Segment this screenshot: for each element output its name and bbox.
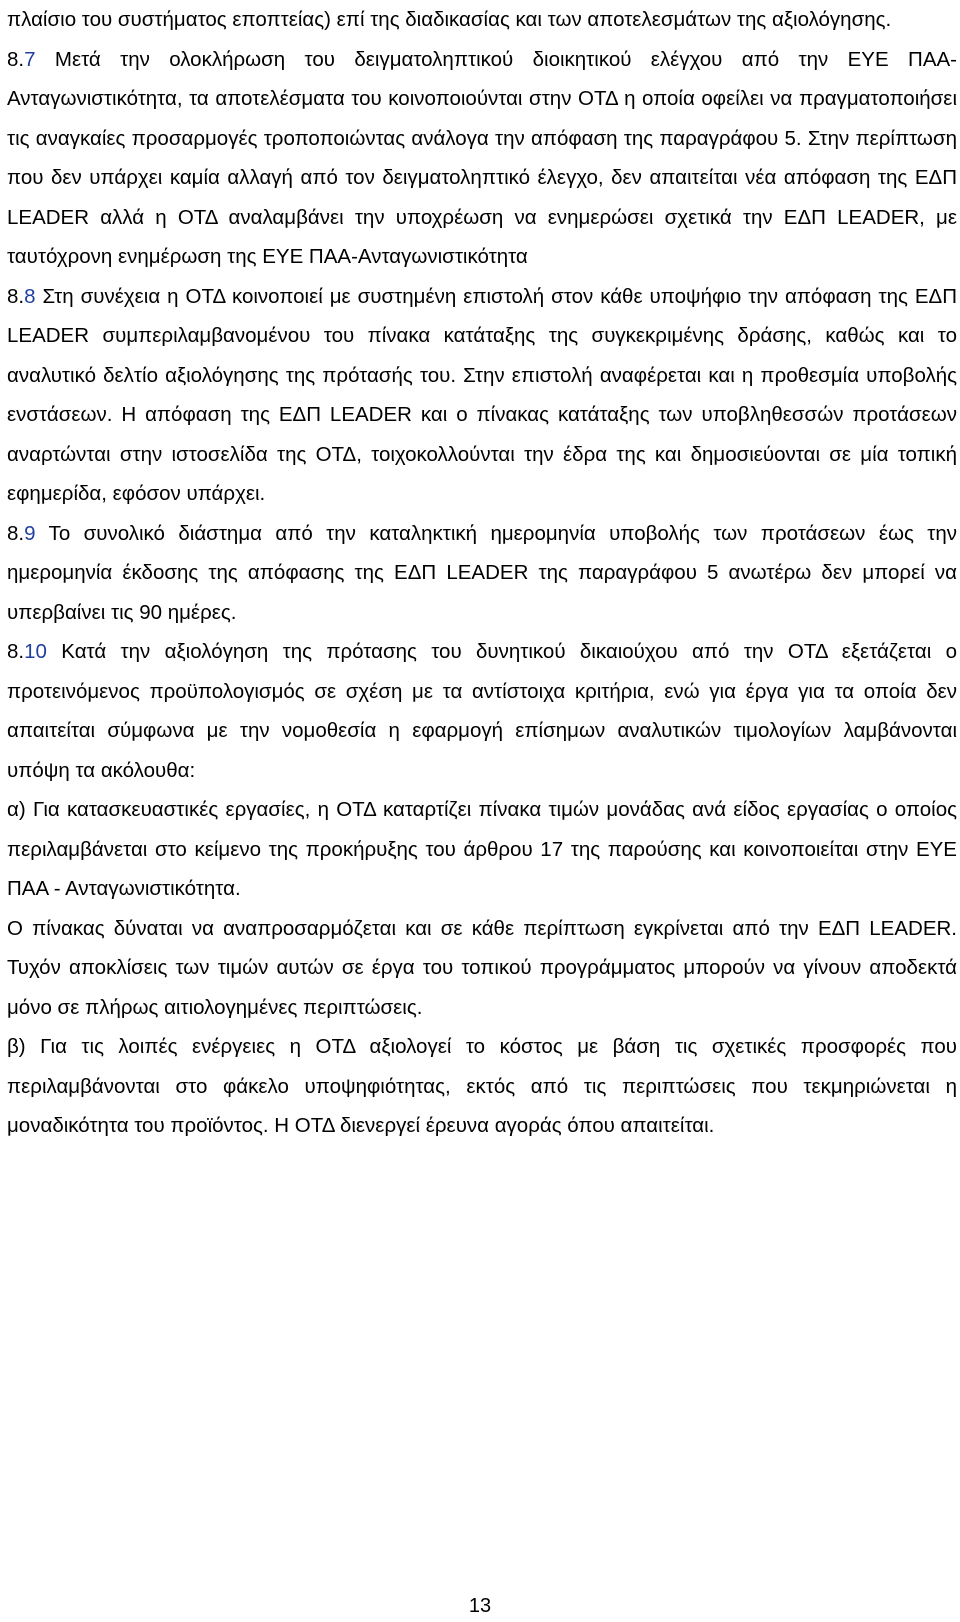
paragraph-table-approval: Ο πίνακας δύναται να αναπροσαρμόζεται και σε κάθε περίπτωση εγκρίνεται από την ΕΔΠ LEADER. Τυχόν αποκλίσεις των τιμών αυτών σε έργα του τοπικού προγράμματος μπορούν να γίνουν αποδεκτά μόνο σε πλήρως αιτιολογημένες περιπτώσεις.: [7, 916, 957, 1019]
section-number-prefix: 8.: [7, 47, 25, 71]
section-number-prefix: 8.: [7, 521, 25, 545]
section-number-suffix: 8: [24, 284, 36, 308]
page-number: 13: [468, 1595, 492, 1617]
section-number-prefix: 8.: [7, 640, 25, 663]
paragraph-item-b: β) Για τις λοιπές ενέργειες η ΟΤΔ αξιολογεί το κόστος με βάση τις σχετικές προσφορές που περιλαμβάνονται στο φάκελο υποψηφιότητας, εκτός από τις περιπτώσεις που τεκμηριώνεται η μοναδικότητα του προϊόντος. Η ΟΤΔ διενεργεί έρευνα αγοράς όπου απαιτείται.: [7, 1035, 957, 1137]
paragraph-text: Το συνολικό διάστημα από την καταληκτική ημερομηνία υποβολής των προτάσεων έως την ημερομηνία έκδοσης της απόφασης της ΕΔΠ LEADER της παραγράφου 5 ανωτέρω δεν μπορεί να υπερβαίνει τις 90 ημέρες.: [7, 521, 957, 624]
paragraph-item-a: α) Για κατασκευαστικές εργασίες, η ΟΤΔ καταρτίζει πίνακα τιμών μονάδας ανά είδος εργασίας ο οποίος περιλαμβάνεται στο κείμενο της προκήρυξης του άρθρου 17 της παρούσης και κοινοποιείται στην ΕΥΕ ΠΑΑ - Ανταγωνιστικότητα.: [7, 798, 957, 900]
paragraph-8-10: [7, 632, 957, 790]
paragraph-text: Κατά την αξιολόγηση της πρότασης του δυνητικού δικαιούχου από την ΟΤΔ εξετάζεται ο προτεινόμενος προϋπολογισμός σε σχέση με τα αντίστοιχα κριτήρια, ενώ για έργα για τα οποία δεν απαιτείται σύμφωνα με την νομοθεσία η εφαρμογή επίσημων αναλυτικών τιμολογίων λαμβάνονται υπόψη τα ακόλουθα:: [7, 640, 957, 782]
paragraph-text: Μετά την ολοκλήρωση του δειγματοληπτικού διοικητικού ελέγχου από την ΕΥΕ ΠΑΑ-Ανταγωνιστικότητα, τα αποτελέσματα του κοινοποιούνται στην ΟΤΔ η οποία οφείλει να πραγματοποιήσει τις αναγκαίες προσαρμογές τροποποιώντας ανάλογα την απόφαση της παραγράφου 5. Στην περίπτωση που δεν υπάρχει καμία αλλαγή από τον δειγματοληπτικό έλεγχο, δεν απαιτείται νέα απόφαση της ΕΔΠ LEADER αλλά η ΟΤΔ αναλαμβάνει την υποχρέωση να ενημερώσει σχετικά την ΕΔΠ LEADER, με ταυτόχρονη ενημέρωση της ΕΥΕ ΠΑΑ-Ανταγωνιστικότητα: [7, 47, 957, 268]
paragraph-continuation: πλαίσιο του συστήματος εποπτείας) επί της διαδικασίας και των αποτελεσμάτων της αξιολόγησης.: [7, 8, 892, 31]
paragraph-text: Στη συνέχεια η ΟΤΔ κοινοποιεί με συστημένη επιστολή στον κάθε υποψήφιο την απόφαση της ΕΔΠ LEADER συμπεριλαμβανομένου του πίνακα κατάταξης της συγκεκριμένης δράσης, καθώς και το αναλυτικό δελτίο αξιολόγησης της πρότασής του. Στην επιστολή αναφέρεται και η προθεσμία υποβολής ενστάσεων. Η απόφαση της ΕΔΠ LEADER και ο πίνακας κατάταξης των υποβληθεσσών προτάσεων αναρτώνται στην ιστοσελίδα της ΟΤΔ, τοιχοκολλούνται την έδρα της και δημοσιεύονται σε μία τοπική εφημερίδα, εφόσον υπάρχει.: [7, 284, 957, 505]
paragraph-8-9: [7, 514, 957, 633]
paragraph-8-8: [7, 277, 957, 514]
section-number-suffix: 9: [24, 521, 36, 545]
section-number-suffix: 10: [24, 640, 47, 663]
paragraph-8-7: [7, 40, 957, 277]
body-text: [7, 0, 957, 1146]
section-number-suffix: 7: [24, 47, 36, 71]
section-number-prefix: 8.: [7, 284, 25, 308]
